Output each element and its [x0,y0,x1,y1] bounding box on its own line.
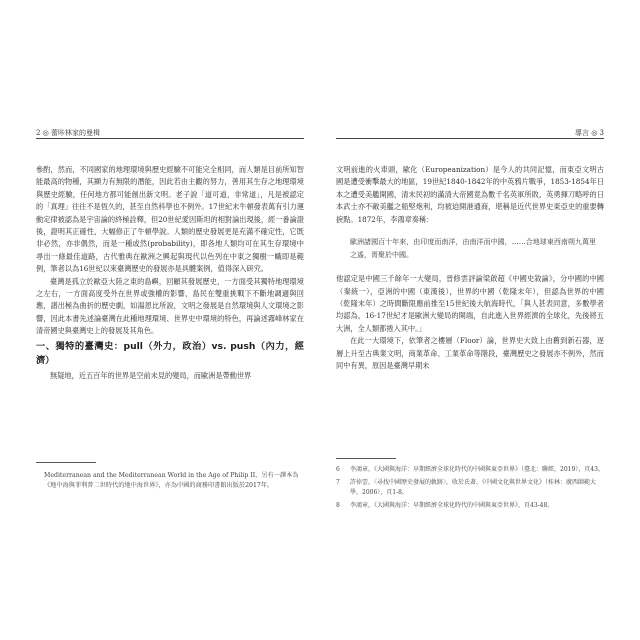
footnote-number: 6 [336,466,340,473]
section-heading: 一、獨特的臺灣史：pull（外力，政治）vs. push（內力，經濟） [36,340,304,366]
right-footnotes [336,448,604,514]
left-paragraph-2: 臺灣是孤立於歐亞大陸之東的島嶼，回顧其發展歷史，一方面受其獨特地理環境之左右，一方面高度受外在世界或強權的影響，島民在雙重挑戰下不斷地調適與回應，譜出極為曲折的歷史劇，如湯恩比所說，文明之發展是自然環境與人文環境之影響，因此本書先述論臺灣在此種地理環境、世界史中環境的特色，再論述霧峰林家在清帝國史與臺灣史上的發展及其角色。 [36,276,304,336]
left-closing-paragraph: 無疑地，近五百年的世界是空前未見的變局，而歐洲是帶動世界 [50,370,252,380]
left-footnote-rule [36,462,96,463]
left-footnote-text: Mediterranean and the Mediterranean World in the Age of Philip II，另有一譯本為《地中海與菲利普二世時代的地中海世界》，亦為中國的商務印書館出版於2017年。 [44,472,299,490]
left-page-header: 2 ◎ 蕾咔林家的曼楫 [36,129,101,137]
left-paragraph-1: 參酌，然而，不同國家的地理環境與歷史經驗不可能完全相同，而人類是目前所知智能最高的物種，其顯力有無限的潛能，因此若由主觀的努力，善用其生存之地理環境與歷史經驗，任何地方都可能創出新文明。老子說「道可道，非常道」，凡是被認定的「真理」往往不是恆久的，甚至自然科學也不例外。17世紀末牛頓發表萬有引力運動定律被認為是宇宙論的終極詮釋，但20世紀愛因斯坦的相對論出現後，經一番論證後，證明其正確性，大幅修正了牛頓學說。人類的歷史發展更是充滿不確定性，它既非必然，亦非偶然，而是一種或然(probability)，即各地人類均可在其生存環境中尋出一條最佳道路，古代雅典在歐洲之興起與現代以色列在中東之獨樹一幟即是範例，筆者以為16世紀以來臺灣歷史的發展亦是具體案例，值得深入研究。 [36,165,304,274]
footnote-text: 李鴻章，《大國與海洋：早期經濟全球化時代的中國與東亞世界》，頁43-48。 [350,502,554,509]
footnote-8 [336,501,604,511]
right-header-rule [336,138,604,139]
footnote-6 [336,465,604,475]
footnote-number: 8 [336,502,340,509]
footnote-text: 許倬雲，〈尋找中國歷史發展的軌跡〉，收於氏著，《中國文化與世界文化》（桂林：廣西師範大學，2006），頁1-8。 [350,479,597,496]
quote-block: 歐洲諸國百十年來，由印度而南洋，由南洋而中國，……合地球東西南朔九萬里之遙，胥聚於中國。 [350,238,596,259]
left-header-rule [36,138,304,139]
right-paragraph-2: 他認定是中國三千餘年一大變局，晉修雲評論梁啟超《中國史敘論》，分中國的中國（秦統一），亞洲的中國（東漢後），世界的中國（乾隆末年），但認為世界的中國（乾隆末年）之時間斷限應前推至15世紀後大航海時代，「與人甚表同意，多數學者均認為，16-17世紀才是歐洲大變局的開端，自此進入世界經濟的全球化，先後將五大洲，全人類都捲入其中。」 [336,274,604,333]
right-page-body [336,164,604,372]
right-footnote-rule [336,458,396,459]
footnote-7 [336,478,604,498]
footnote-number: 7 [336,479,340,486]
footnote-text: 李鴻章，《大國與海洋：早期經濟全球化時代的中國與東亞世界》（臺北：聯經，2019），頁43。 [350,466,604,473]
right-page-header: 導言 ◎ 3 [574,129,604,137]
right-page [320,0,640,640]
right-paragraph-1: 文明前進的火車頭，歐化（Europeanization）是今人的共同記憶，而東亞文明古國是遭受衝擊最大的地區，19世紀1840-1842年的中英鴉片戰爭，1853-1854年日本之遭受美艦開國，清末民初的滿清大帝國竟為數千名英軍所敗，英勇揮刀略呼的日本武士亦不敵美艦之船堅炮利，均被迫開港通商，堪稱是近代世界史東亞史的重要轉捩點。1872年，李鴻章奏稱： [336,165,604,224]
left-page-body [36,164,304,382]
left-footnote [36,462,304,492]
right-paragraph-3: 在此一大環境下，依筆者之樓層（Floor）論，世界史大致上由舊到新石器，逐層上升至古典業文明，商業革命、工業革命等階段，臺灣歷史之發展亦不例外，然而同中有異，原因是臺灣早期未 [336,336,604,371]
